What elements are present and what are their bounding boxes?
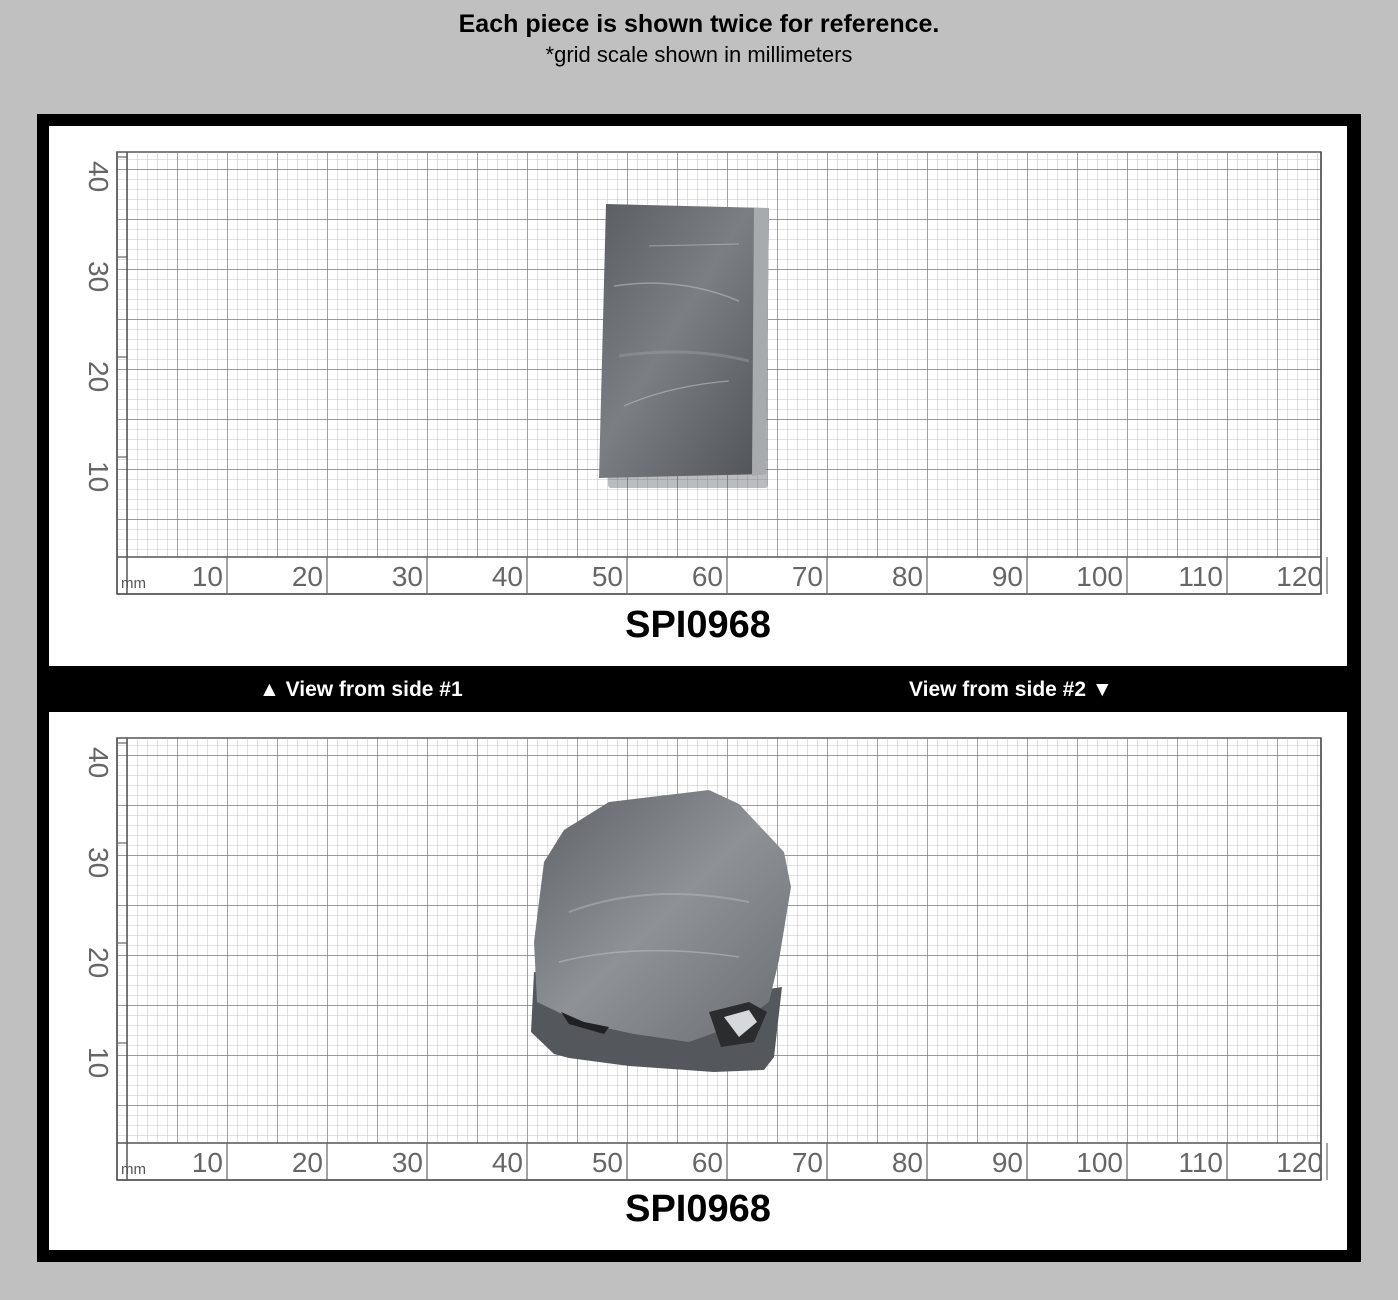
grid-side-2-x-tick-label: 60 <box>691 1147 723 1178</box>
specimen-id-side-2: SPI0968 <box>625 1188 771 1230</box>
grid-side-1-x-tick-label: 120 <box>1276 561 1323 592</box>
grid-side-2-x-tick-label: 30 <box>391 1147 423 1178</box>
page-subtitle: *grid scale shown in millimeters <box>545 42 853 67</box>
view-label-side-2: View from side #2 ▼ <box>909 678 1113 701</box>
grid-side-1-x-tick-label: 100 <box>1076 561 1123 592</box>
specimen-disc-image <box>531 790 791 1072</box>
grid-side-2-unit-label: mm <box>121 1161 146 1178</box>
specimen-panel-side-2 <box>49 712 1347 1250</box>
grid-side-1-x-tick-label: 50 <box>591 561 623 592</box>
grid-side-1-x-tick-label: 30 <box>391 561 423 592</box>
view-divider <box>37 666 1361 712</box>
grid-side-2-x-tick-label: 40 <box>491 1147 523 1178</box>
grid-side-2-x-tick-label: 50 <box>591 1147 623 1178</box>
specimen-block-image <box>599 204 769 488</box>
grid-side-2-x-tick-label: 20 <box>291 1147 323 1178</box>
view-label-side-1: ▲ View from side #1 <box>259 678 463 701</box>
grid-side-2-x-tick-label: 110 <box>1178 1147 1223 1178</box>
grid-side-1-y-tick-label: 20 <box>83 361 114 393</box>
grid-side-2-x-tick-label: 10 <box>191 1147 223 1178</box>
grid-side-1-y-tick-label: 30 <box>83 261 114 293</box>
grid-side-1-x-tick-label: 40 <box>491 561 523 592</box>
grid-side-2-y-tick-label: 20 <box>83 947 114 979</box>
specimen-id-side-1: SPI0968 <box>625 604 771 646</box>
grid-side-1-x-tick-label: 20 <box>291 561 323 592</box>
grid-side-1-x-tick-label: 60 <box>691 561 723 592</box>
grid-side-2-y-tick-label: 30 <box>83 847 114 879</box>
grid-side-2-x-tick-label: 90 <box>991 1147 1023 1178</box>
grid-side-1-x-tick-label: 70 <box>791 561 823 592</box>
grid-side-1-y-tick-label: 10 <box>83 461 114 493</box>
grid-side-1-y-tick-label: 40 <box>83 161 114 193</box>
grid-side-2-y-tick-label: 40 <box>83 747 114 779</box>
grid-side-1-unit-label: mm <box>121 575 146 592</box>
grid-side-2-x-tick-label: 100 <box>1076 1147 1123 1178</box>
specimen-panel-side-1 <box>49 126 1347 666</box>
grid-side-1-x-tick-label: 110 <box>1178 561 1223 592</box>
grid-side-2-x-tick-label: 70 <box>791 1147 823 1178</box>
mm-grid-side-1 <box>49 126 1347 666</box>
grid-side-1-x-tick-label: 90 <box>991 561 1023 592</box>
specimen-frame <box>37 114 1361 1262</box>
grid-side-1-x-tick-label: 10 <box>191 561 223 592</box>
page-header <box>0 6 1398 68</box>
page-title: Each piece is shown twice for reference. <box>458 10 940 38</box>
grid-side-2-x-tick-label: 80 <box>891 1147 923 1178</box>
grid-side-1-x-tick-label: 80 <box>891 561 923 592</box>
grid-side-2-x-tick-label: 120 <box>1276 1147 1323 1178</box>
mm-grid-side-2 <box>49 712 1347 1250</box>
grid-side-2-y-tick-label: 10 <box>83 1047 114 1079</box>
